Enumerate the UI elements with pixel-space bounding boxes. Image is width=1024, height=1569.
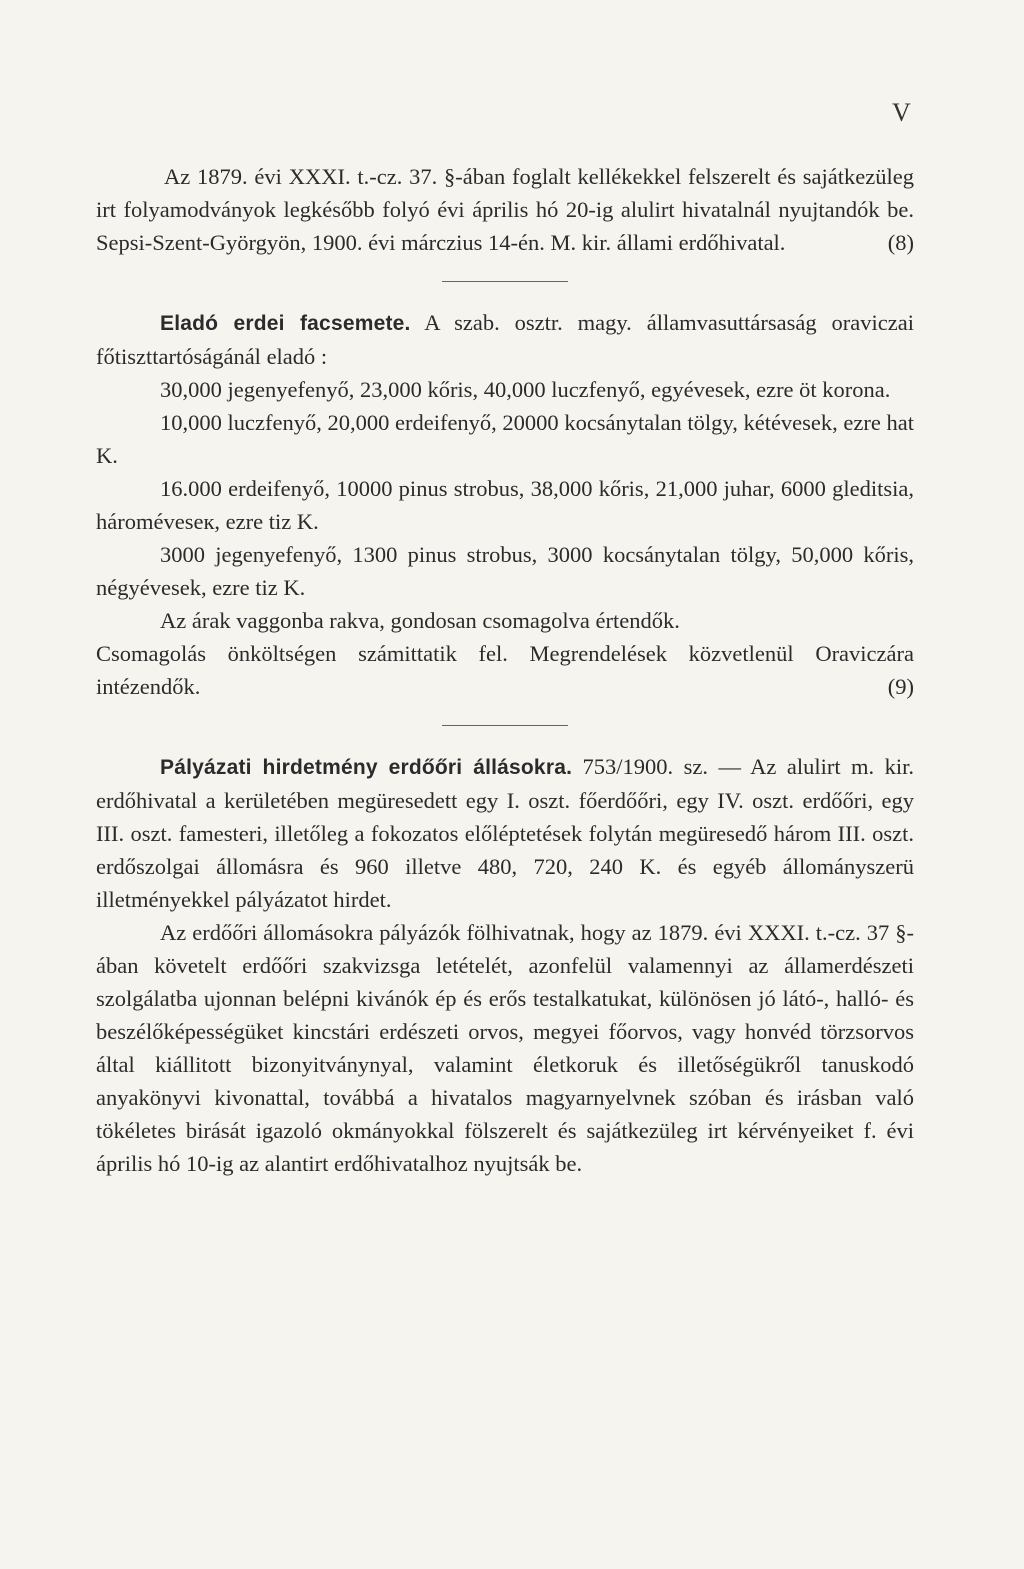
notice-1-ref: (8) xyxy=(887,230,914,255)
notice-3-body-paragraph: Az erdőőri állomásokra pályázók fölhivatnak, hogy az 1879. évi XXXI. t.-cz. 37 §-ában követelt erdőőri szakvizsga letételét, azonfelül valamennyi az államerdészeti szolgálatba ujonnan belépni kivánók ép és erős testalkatukat, különösen jó látó-, halló- és beszélőképességüket kincstári erdészeti orvos, megyei főorvos, vagy honvéd törzsorvos által kiállitott bizonyitványnyal, valamint életkoruk és illetőségükről tanuskodó anyakönyvi kivonattal, továbbá a hivatalos magyarnyelvnek szóban és irásban való tökéletes birását igazoló okmányokkal fölszerelt és sajátkezüleg irt kérvényeiket f. évi április hó 10-ig az alantirt erdőhivatalhoz nyujtsák be. xyxy=(96,920,914,1176)
notice-2-closing: Csomagolás önköltségen számittatik fel. Megrendelések közvetlenül Oraviczára intézendők. xyxy=(96,641,914,699)
page-body xyxy=(96,160,914,1180)
notice-1-paragraph xyxy=(96,160,914,259)
notice-3-intro-paragraph xyxy=(96,750,914,916)
notice-1-text: Az 1879. évi XXXI. t.-cz. 37. §-ában foglalt kellékekkel felszerelt és sajátkezüleg irt folyamodványok legkésőbb folyó évi április hó 20-ig alulirt hivatalnál nyujtandók be. Sepsi-Szent-Györgyön, 1900. évi márczius 14-én. M. kir. állami erdőhivatal. xyxy=(96,164,914,255)
notice-2-paragraph: 10,000 luczfenyő, 20,000 erdeifenyő, 20000 kocsánytalan tölgy, kétévesek, ezre hat K. xyxy=(96,410,914,468)
notice-2-intro: A szab. osztr. magy. államvasuttársaság oraviczai főtiszttartóságánál eladó : xyxy=(96,310,914,369)
page-number: V xyxy=(892,98,911,127)
section-divider xyxy=(442,725,568,726)
notice-2-closing-paragraph xyxy=(96,637,914,703)
notice-3-intro: 753/1900. sz. — Az alulirt m. kir. erdőhivatal a kerületében megüresedett egy I. oszt. főerdőőri, egy IV. oszt. erdőőri, egy III. oszt. famesteri, illetőleg a fokozatos előléptetések folytán megüresedő három III. oszt. erdőszolgai állomásra és 960 illetve 480, 720, 240 K. és egyéb állományszerü illetményekkel pályázatot hirdet. xyxy=(96,754,914,912)
notice-2-paragraph: 16.000 erdeifenyő, 10000 pinus strobus, 38,000 kőris, 21,000 juhar, 6000 gleditsia, hároméveseк, ezre tiz K. xyxy=(96,476,914,534)
notice-3-heading: Pályázati hirdetmény erdőőri állásokra. xyxy=(160,756,573,779)
notice-2-paragraph: 30,000 jegenyefenyő, 23,000 kőris, 40,000 luczfenyő, egyévesek, ezre öt korona. xyxy=(160,377,891,402)
notice-2-ref: (9) xyxy=(887,674,914,699)
notice-2-paragraph: 3000 jegenyefenyő, 1300 pinus strobus, 3000 kocsánytalan tölgy, 50,000 kőris, négyévesek, ezre tiz K. xyxy=(96,542,914,600)
notice-2-heading: Eladó erdei facsemete. xyxy=(160,312,411,335)
notice-2-intro-paragraph xyxy=(96,306,914,373)
section-divider xyxy=(442,281,568,282)
notice-2-paragraph: Az árak vaggonba rakva, gondosan csomagolva értendők. xyxy=(160,608,680,633)
